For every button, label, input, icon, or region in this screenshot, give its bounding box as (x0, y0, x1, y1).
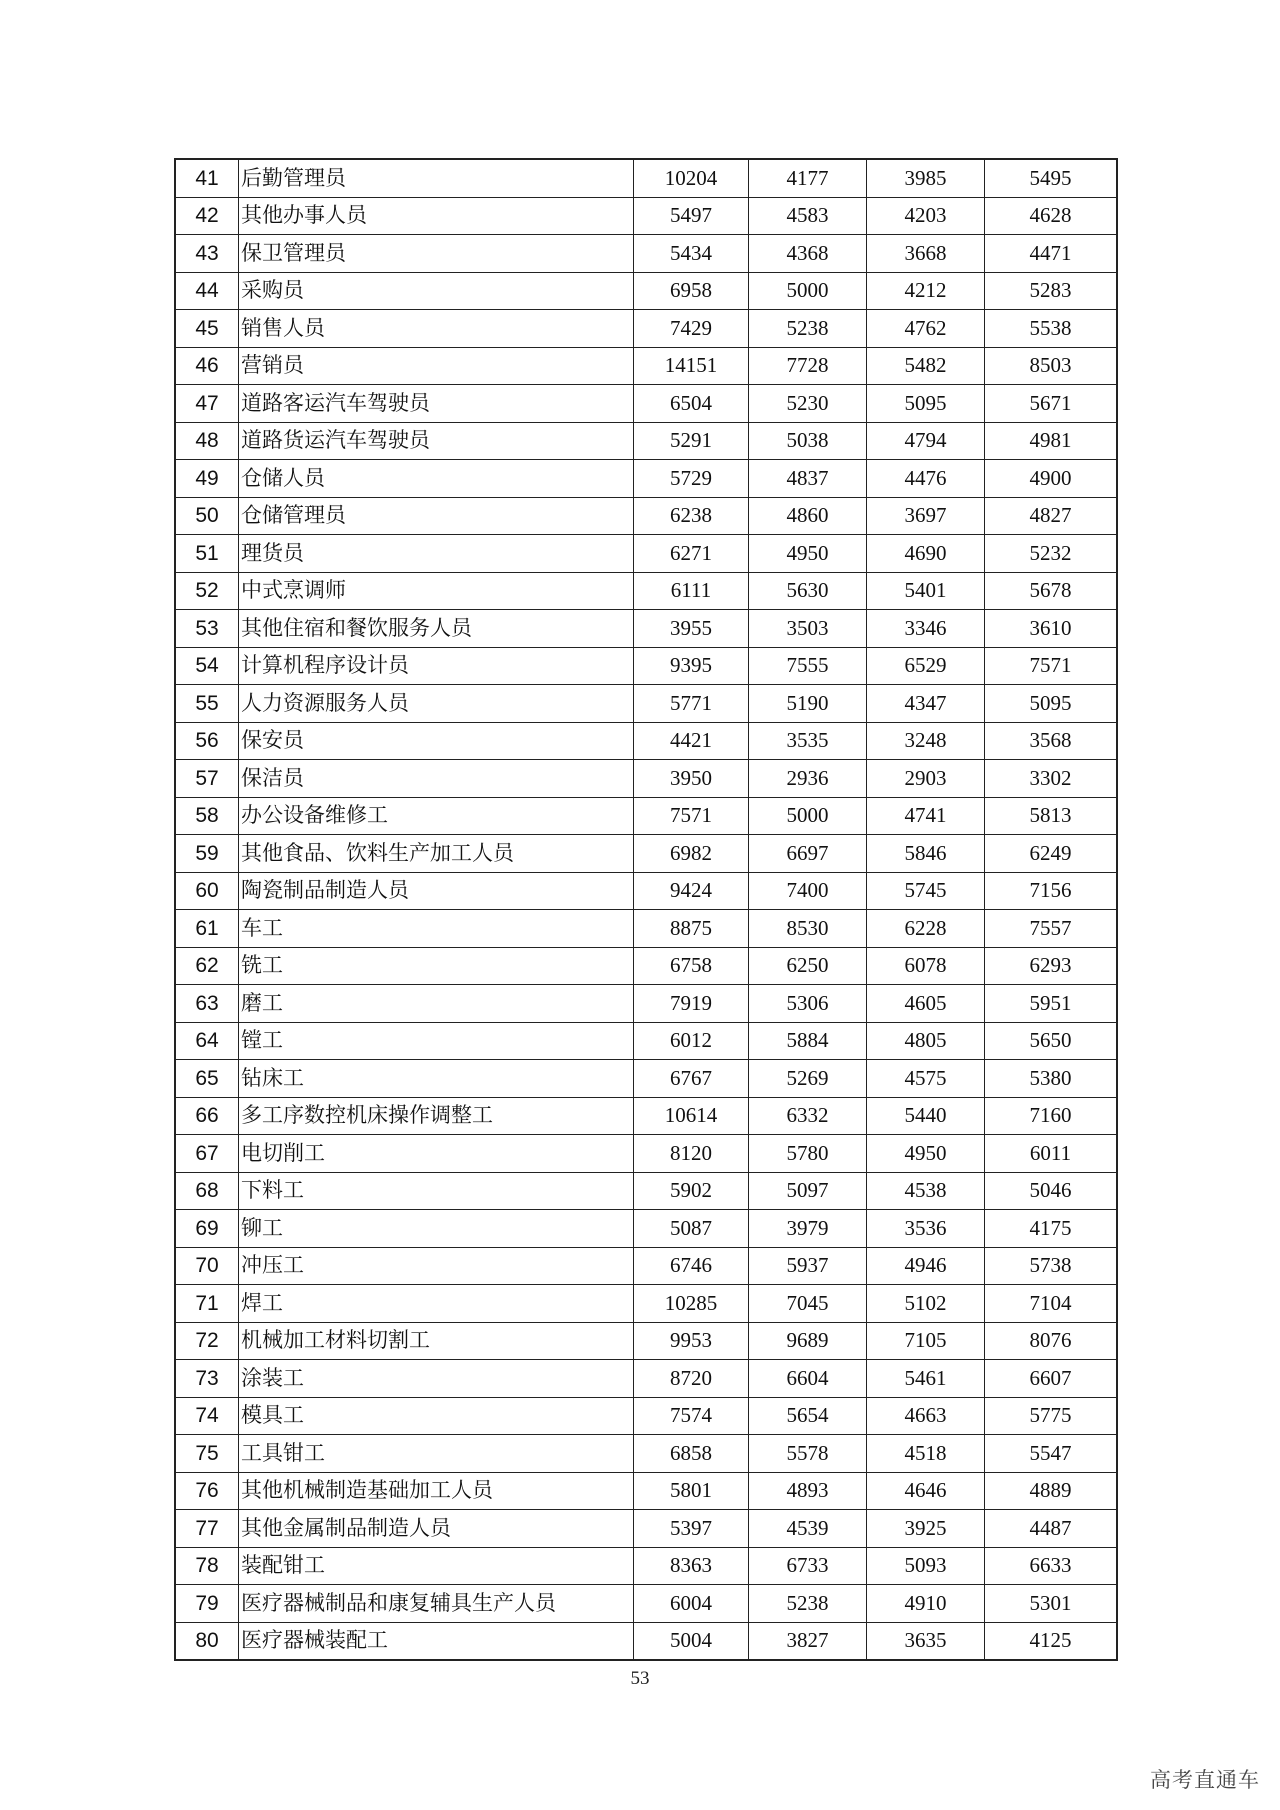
value-cell-4: 3610 (985, 610, 1118, 648)
value-cell-2: 6733 (749, 1547, 867, 1585)
value-cell-4: 5232 (985, 535, 1118, 573)
value-cell-3: 5461 (867, 1360, 985, 1398)
value-cell-4: 5538 (985, 310, 1118, 348)
value-cell-3: 4476 (867, 460, 985, 498)
value-cell-2: 5190 (749, 685, 867, 723)
value-cell-2: 5654 (749, 1397, 867, 1435)
value-cell-4: 4125 (985, 1622, 1118, 1660)
value-cell-4: 6293 (985, 947, 1118, 985)
table-row (175, 797, 1117, 835)
table-row (175, 1360, 1117, 1398)
value-cell-2: 5780 (749, 1135, 867, 1173)
row-number-cell: 71 (175, 1285, 239, 1323)
value-cell-2: 6332 (749, 1097, 867, 1135)
value-cell-1: 6004 (634, 1585, 749, 1623)
row-number-cell: 50 (175, 497, 239, 535)
row-number-cell: 75 (175, 1435, 239, 1473)
value-cell-3: 4805 (867, 1022, 985, 1060)
occupation-name-cell: 多工序数控机床操作调整工 (239, 1097, 634, 1135)
value-cell-2: 5230 (749, 385, 867, 423)
table-row (175, 647, 1117, 685)
value-cell-2: 3503 (749, 610, 867, 648)
occupation-name-cell: 钻床工 (239, 1060, 634, 1098)
occupation-name-cell: 其他食品、饮料生产加工人员 (239, 835, 634, 873)
value-cell-3: 4794 (867, 422, 985, 460)
table-row (175, 610, 1117, 648)
value-cell-4: 8503 (985, 347, 1118, 385)
row-number-cell: 67 (175, 1135, 239, 1173)
value-cell-3: 6078 (867, 947, 985, 985)
value-cell-1: 5729 (634, 460, 749, 498)
table-row (175, 1210, 1117, 1248)
value-cell-2: 7045 (749, 1285, 867, 1323)
table-row (175, 159, 1117, 197)
value-cell-3: 5095 (867, 385, 985, 423)
value-cell-4: 5046 (985, 1172, 1118, 1210)
value-cell-2: 5306 (749, 985, 867, 1023)
table-row (175, 1285, 1117, 1323)
value-cell-2: 6604 (749, 1360, 867, 1398)
row-number-cell: 57 (175, 760, 239, 798)
value-cell-3: 5401 (867, 572, 985, 610)
occupation-name-cell: 人力资源服务人员 (239, 685, 634, 723)
value-cell-3: 4518 (867, 1435, 985, 1473)
value-cell-2: 3979 (749, 1210, 867, 1248)
row-number-cell: 78 (175, 1547, 239, 1585)
occupation-name-cell: 医疗器械制品和康复辅具生产人员 (239, 1585, 634, 1623)
value-cell-2: 4177 (749, 159, 867, 197)
value-cell-2: 6250 (749, 947, 867, 985)
value-cell-1: 9953 (634, 1322, 749, 1360)
value-cell-1: 5397 (634, 1510, 749, 1548)
table-row (175, 1172, 1117, 1210)
value-cell-1: 6504 (634, 385, 749, 423)
value-cell-4: 7156 (985, 872, 1118, 910)
table-row (175, 1022, 1117, 1060)
value-cell-3: 4690 (867, 535, 985, 573)
occupation-name-cell: 仓储管理员 (239, 497, 634, 535)
value-cell-4: 7557 (985, 910, 1118, 948)
value-cell-3: 3925 (867, 1510, 985, 1548)
value-cell-4: 4628 (985, 197, 1118, 235)
value-cell-3: 4741 (867, 797, 985, 835)
value-cell-1: 5902 (634, 1172, 749, 1210)
value-cell-2: 5097 (749, 1172, 867, 1210)
value-cell-1: 6238 (634, 497, 749, 535)
row-number-cell: 62 (175, 947, 239, 985)
value-cell-3: 4762 (867, 310, 985, 348)
row-number-cell: 44 (175, 272, 239, 310)
table-row (175, 1435, 1117, 1473)
value-cell-1: 7571 (634, 797, 749, 835)
value-cell-2: 7555 (749, 647, 867, 685)
value-cell-1: 14151 (634, 347, 749, 385)
occupation-name-cell: 车工 (239, 910, 634, 948)
row-number-cell: 51 (175, 535, 239, 573)
row-number-cell: 49 (175, 460, 239, 498)
occupation-name-cell: 医疗器械装配工 (239, 1622, 634, 1660)
value-cell-1: 7429 (634, 310, 749, 348)
value-cell-2: 4950 (749, 535, 867, 573)
table-row (175, 347, 1117, 385)
value-cell-4: 5813 (985, 797, 1118, 835)
value-cell-1: 6958 (634, 272, 749, 310)
value-cell-3: 3248 (867, 722, 985, 760)
row-number-cell: 54 (175, 647, 239, 685)
value-cell-1: 3950 (634, 760, 749, 798)
value-cell-2: 8530 (749, 910, 867, 948)
value-cell-3: 5745 (867, 872, 985, 910)
value-cell-1: 6982 (634, 835, 749, 873)
value-cell-2: 9689 (749, 1322, 867, 1360)
occupation-name-cell: 涂装工 (239, 1360, 634, 1398)
value-cell-4: 5495 (985, 159, 1118, 197)
occupation-name-cell: 中式烹调师 (239, 572, 634, 610)
table-row (175, 385, 1117, 423)
row-number-cell: 60 (175, 872, 239, 910)
row-number-cell: 55 (175, 685, 239, 723)
value-cell-3: 4212 (867, 272, 985, 310)
table-row (175, 985, 1117, 1023)
row-number-cell: 76 (175, 1472, 239, 1510)
table-row (175, 872, 1117, 910)
occupation-name-cell: 营销员 (239, 347, 634, 385)
value-cell-4: 4889 (985, 1472, 1118, 1510)
value-cell-4: 5775 (985, 1397, 1118, 1435)
table-row (175, 685, 1117, 723)
row-number-cell: 69 (175, 1210, 239, 1248)
value-cell-1: 6012 (634, 1022, 749, 1060)
value-cell-2: 4860 (749, 497, 867, 535)
value-cell-1: 6858 (634, 1435, 749, 1473)
value-cell-1: 5434 (634, 235, 749, 273)
value-cell-4: 5671 (985, 385, 1118, 423)
value-cell-1: 8720 (634, 1360, 749, 1398)
value-cell-3: 3635 (867, 1622, 985, 1660)
occupation-name-cell: 道路货运汽车驾驶员 (239, 422, 634, 460)
value-cell-1: 10204 (634, 159, 749, 197)
occupation-name-cell: 陶瓷制品制造人员 (239, 872, 634, 910)
value-cell-2: 4583 (749, 197, 867, 235)
table-row (175, 760, 1117, 798)
value-cell-2: 5630 (749, 572, 867, 610)
value-cell-3: 4946 (867, 1247, 985, 1285)
occupation-name-cell: 磨工 (239, 985, 634, 1023)
value-cell-1: 9424 (634, 872, 749, 910)
value-cell-4: 8076 (985, 1322, 1118, 1360)
occupation-name-cell: 理货员 (239, 535, 634, 573)
value-cell-1: 7919 (634, 985, 749, 1023)
table-row (175, 910, 1117, 948)
table-row (175, 572, 1117, 610)
value-cell-2: 7728 (749, 347, 867, 385)
value-cell-4: 5678 (985, 572, 1118, 610)
occupation-name-cell: 铆工 (239, 1210, 634, 1248)
value-cell-1: 5801 (634, 1472, 749, 1510)
occupation-name-cell: 镗工 (239, 1022, 634, 1060)
occupation-name-cell: 其他金属制品制造人员 (239, 1510, 634, 1548)
value-cell-3: 3697 (867, 497, 985, 535)
value-cell-1: 8120 (634, 1135, 749, 1173)
occupation-name-cell: 仓储人员 (239, 460, 634, 498)
occupation-name-cell: 电切削工 (239, 1135, 634, 1173)
value-cell-2: 5238 (749, 310, 867, 348)
value-cell-1: 4421 (634, 722, 749, 760)
value-cell-3: 4950 (867, 1135, 985, 1173)
row-number-cell: 42 (175, 197, 239, 235)
table-row (175, 947, 1117, 985)
value-cell-2: 5269 (749, 1060, 867, 1098)
value-cell-4: 6633 (985, 1547, 1118, 1585)
value-cell-3: 3668 (867, 235, 985, 273)
value-cell-2: 3535 (749, 722, 867, 760)
value-cell-1: 3955 (634, 610, 749, 648)
value-cell-4: 6607 (985, 1360, 1118, 1398)
occupation-name-cell: 模具工 (239, 1397, 634, 1435)
value-cell-2: 4539 (749, 1510, 867, 1548)
row-number-cell: 48 (175, 422, 239, 460)
page-number: 53 (630, 1668, 650, 1689)
value-cell-1: 6111 (634, 572, 749, 610)
occupation-name-cell: 销售人员 (239, 310, 634, 348)
value-cell-2: 4837 (749, 460, 867, 498)
value-cell-4: 3568 (985, 722, 1118, 760)
table-row (175, 1322, 1117, 1360)
row-number-cell: 72 (175, 1322, 239, 1360)
value-cell-4: 5283 (985, 272, 1118, 310)
value-cell-1: 5004 (634, 1622, 749, 1660)
value-cell-3: 7105 (867, 1322, 985, 1360)
row-number-cell: 65 (175, 1060, 239, 1098)
occupation-name-cell: 机械加工材料切割工 (239, 1322, 634, 1360)
value-cell-3: 5846 (867, 835, 985, 873)
value-cell-2: 5884 (749, 1022, 867, 1060)
row-number-cell: 46 (175, 347, 239, 385)
row-number-cell: 52 (175, 572, 239, 610)
row-number-cell: 56 (175, 722, 239, 760)
row-number-cell: 58 (175, 797, 239, 835)
occupation-name-cell: 装配钳工 (239, 1547, 634, 1585)
occupation-name-cell: 保卫管理员 (239, 235, 634, 273)
table-row (175, 1622, 1117, 1660)
table-row (175, 1135, 1117, 1173)
row-number-cell: 45 (175, 310, 239, 348)
value-cell-3: 4605 (867, 985, 985, 1023)
value-cell-1: 7574 (634, 1397, 749, 1435)
value-cell-2: 2936 (749, 760, 867, 798)
occupation-name-cell: 其他住宿和餐饮服务人员 (239, 610, 634, 648)
occupation-name-cell: 其他机械制造基础加工人员 (239, 1472, 634, 1510)
row-number-cell: 64 (175, 1022, 239, 1060)
row-number-cell: 53 (175, 610, 239, 648)
row-number-cell: 74 (175, 1397, 239, 1435)
table-row (175, 835, 1117, 873)
value-cell-4: 5380 (985, 1060, 1118, 1098)
occupation-name-cell: 工具钳工 (239, 1435, 634, 1473)
row-number-cell: 79 (175, 1585, 239, 1623)
value-cell-4: 6011 (985, 1135, 1118, 1173)
value-cell-4: 4175 (985, 1210, 1118, 1248)
value-cell-3: 5102 (867, 1285, 985, 1323)
value-cell-1: 9395 (634, 647, 749, 685)
value-cell-2: 4368 (749, 235, 867, 273)
row-number-cell: 70 (175, 1247, 239, 1285)
occupation-name-cell: 冲压工 (239, 1247, 634, 1285)
row-number-cell: 41 (175, 159, 239, 197)
value-cell-4: 5951 (985, 985, 1118, 1023)
value-cell-3: 4646 (867, 1472, 985, 1510)
table-row (175, 535, 1117, 573)
occupation-name-cell: 焊工 (239, 1285, 634, 1323)
row-number-cell: 43 (175, 235, 239, 273)
value-cell-4: 7104 (985, 1285, 1118, 1323)
row-number-cell: 77 (175, 1510, 239, 1548)
value-cell-4: 4900 (985, 460, 1118, 498)
occupation-name-cell: 下料工 (239, 1172, 634, 1210)
table-row (175, 1585, 1117, 1623)
value-cell-3: 4910 (867, 1585, 985, 1623)
table-row (175, 272, 1117, 310)
value-cell-1: 6271 (634, 535, 749, 573)
value-cell-4: 5095 (985, 685, 1118, 723)
value-cell-4: 3302 (985, 760, 1118, 798)
value-cell-4: 4827 (985, 497, 1118, 535)
row-number-cell: 73 (175, 1360, 239, 1398)
occupation-name-cell: 采购员 (239, 272, 634, 310)
wage-table-body (175, 159, 1117, 1660)
value-cell-2: 5578 (749, 1435, 867, 1473)
table-row (175, 1472, 1117, 1510)
value-cell-1: 5291 (634, 422, 749, 460)
table-row (175, 460, 1117, 498)
value-cell-1: 10285 (634, 1285, 749, 1323)
table-row (175, 1547, 1117, 1585)
value-cell-1: 5497 (634, 197, 749, 235)
value-cell-2: 5000 (749, 272, 867, 310)
row-number-cell: 68 (175, 1172, 239, 1210)
value-cell-2: 3827 (749, 1622, 867, 1660)
value-cell-1: 5087 (634, 1210, 749, 1248)
value-cell-3: 4203 (867, 197, 985, 235)
table-row (175, 722, 1117, 760)
row-number-cell: 47 (175, 385, 239, 423)
value-cell-3: 4663 (867, 1397, 985, 1435)
value-cell-3: 5482 (867, 347, 985, 385)
row-number-cell: 80 (175, 1622, 239, 1660)
value-cell-2: 5937 (749, 1247, 867, 1285)
wage-table (174, 158, 1118, 1661)
row-number-cell: 66 (175, 1097, 239, 1135)
value-cell-3: 3346 (867, 610, 985, 648)
value-cell-1: 10614 (634, 1097, 749, 1135)
value-cell-1: 6746 (634, 1247, 749, 1285)
value-cell-4: 5301 (985, 1585, 1118, 1623)
value-cell-4: 4487 (985, 1510, 1118, 1548)
occupation-name-cell: 保安员 (239, 722, 634, 760)
value-cell-4: 4981 (985, 422, 1118, 460)
value-cell-2: 5238 (749, 1585, 867, 1623)
value-cell-4: 4471 (985, 235, 1118, 273)
value-cell-4: 5738 (985, 1247, 1118, 1285)
value-cell-1: 8363 (634, 1547, 749, 1585)
value-cell-4: 6249 (985, 835, 1118, 873)
occupation-name-cell: 后勤管理员 (239, 159, 634, 197)
table-row (175, 1397, 1117, 1435)
occupation-name-cell: 办公设备维修工 (239, 797, 634, 835)
value-cell-4: 7571 (985, 647, 1118, 685)
value-cell-1: 8875 (634, 910, 749, 948)
table-row (175, 1247, 1117, 1285)
value-cell-3: 6529 (867, 647, 985, 685)
row-number-cell: 63 (175, 985, 239, 1023)
value-cell-3: 6228 (867, 910, 985, 948)
value-cell-3: 4575 (867, 1060, 985, 1098)
occupation-name-cell: 其他办事人员 (239, 197, 634, 235)
table-row (175, 310, 1117, 348)
value-cell-4: 5547 (985, 1435, 1118, 1473)
table-row (175, 1510, 1117, 1548)
value-cell-2: 5038 (749, 422, 867, 460)
occupation-name-cell: 计算机程序设计员 (239, 647, 634, 685)
table-row (175, 197, 1117, 235)
value-cell-3: 4538 (867, 1172, 985, 1210)
value-cell-3: 5093 (867, 1547, 985, 1585)
value-cell-2: 4893 (749, 1472, 867, 1510)
watermark-text: 高考直通车 (1150, 1768, 1260, 1792)
row-number-cell: 59 (175, 835, 239, 873)
occupation-name-cell: 保洁员 (239, 760, 634, 798)
row-number-cell: 61 (175, 910, 239, 948)
value-cell-1: 6767 (634, 1060, 749, 1098)
occupation-name-cell: 铣工 (239, 947, 634, 985)
value-cell-1: 6758 (634, 947, 749, 985)
value-cell-3: 5440 (867, 1097, 985, 1135)
value-cell-2: 6697 (749, 835, 867, 873)
table-row (175, 497, 1117, 535)
value-cell-3: 3985 (867, 159, 985, 197)
occupation-name-cell: 道路客运汽车驾驶员 (239, 385, 634, 423)
value-cell-3: 2903 (867, 760, 985, 798)
table-row (175, 422, 1117, 460)
table-row (175, 1097, 1117, 1135)
value-cell-4: 5650 (985, 1022, 1118, 1060)
table-row (175, 235, 1117, 273)
value-cell-2: 5000 (749, 797, 867, 835)
value-cell-2: 7400 (749, 872, 867, 910)
value-cell-1: 5771 (634, 685, 749, 723)
value-cell-3: 4347 (867, 685, 985, 723)
table-row (175, 1060, 1117, 1098)
value-cell-4: 7160 (985, 1097, 1118, 1135)
value-cell-3: 3536 (867, 1210, 985, 1248)
